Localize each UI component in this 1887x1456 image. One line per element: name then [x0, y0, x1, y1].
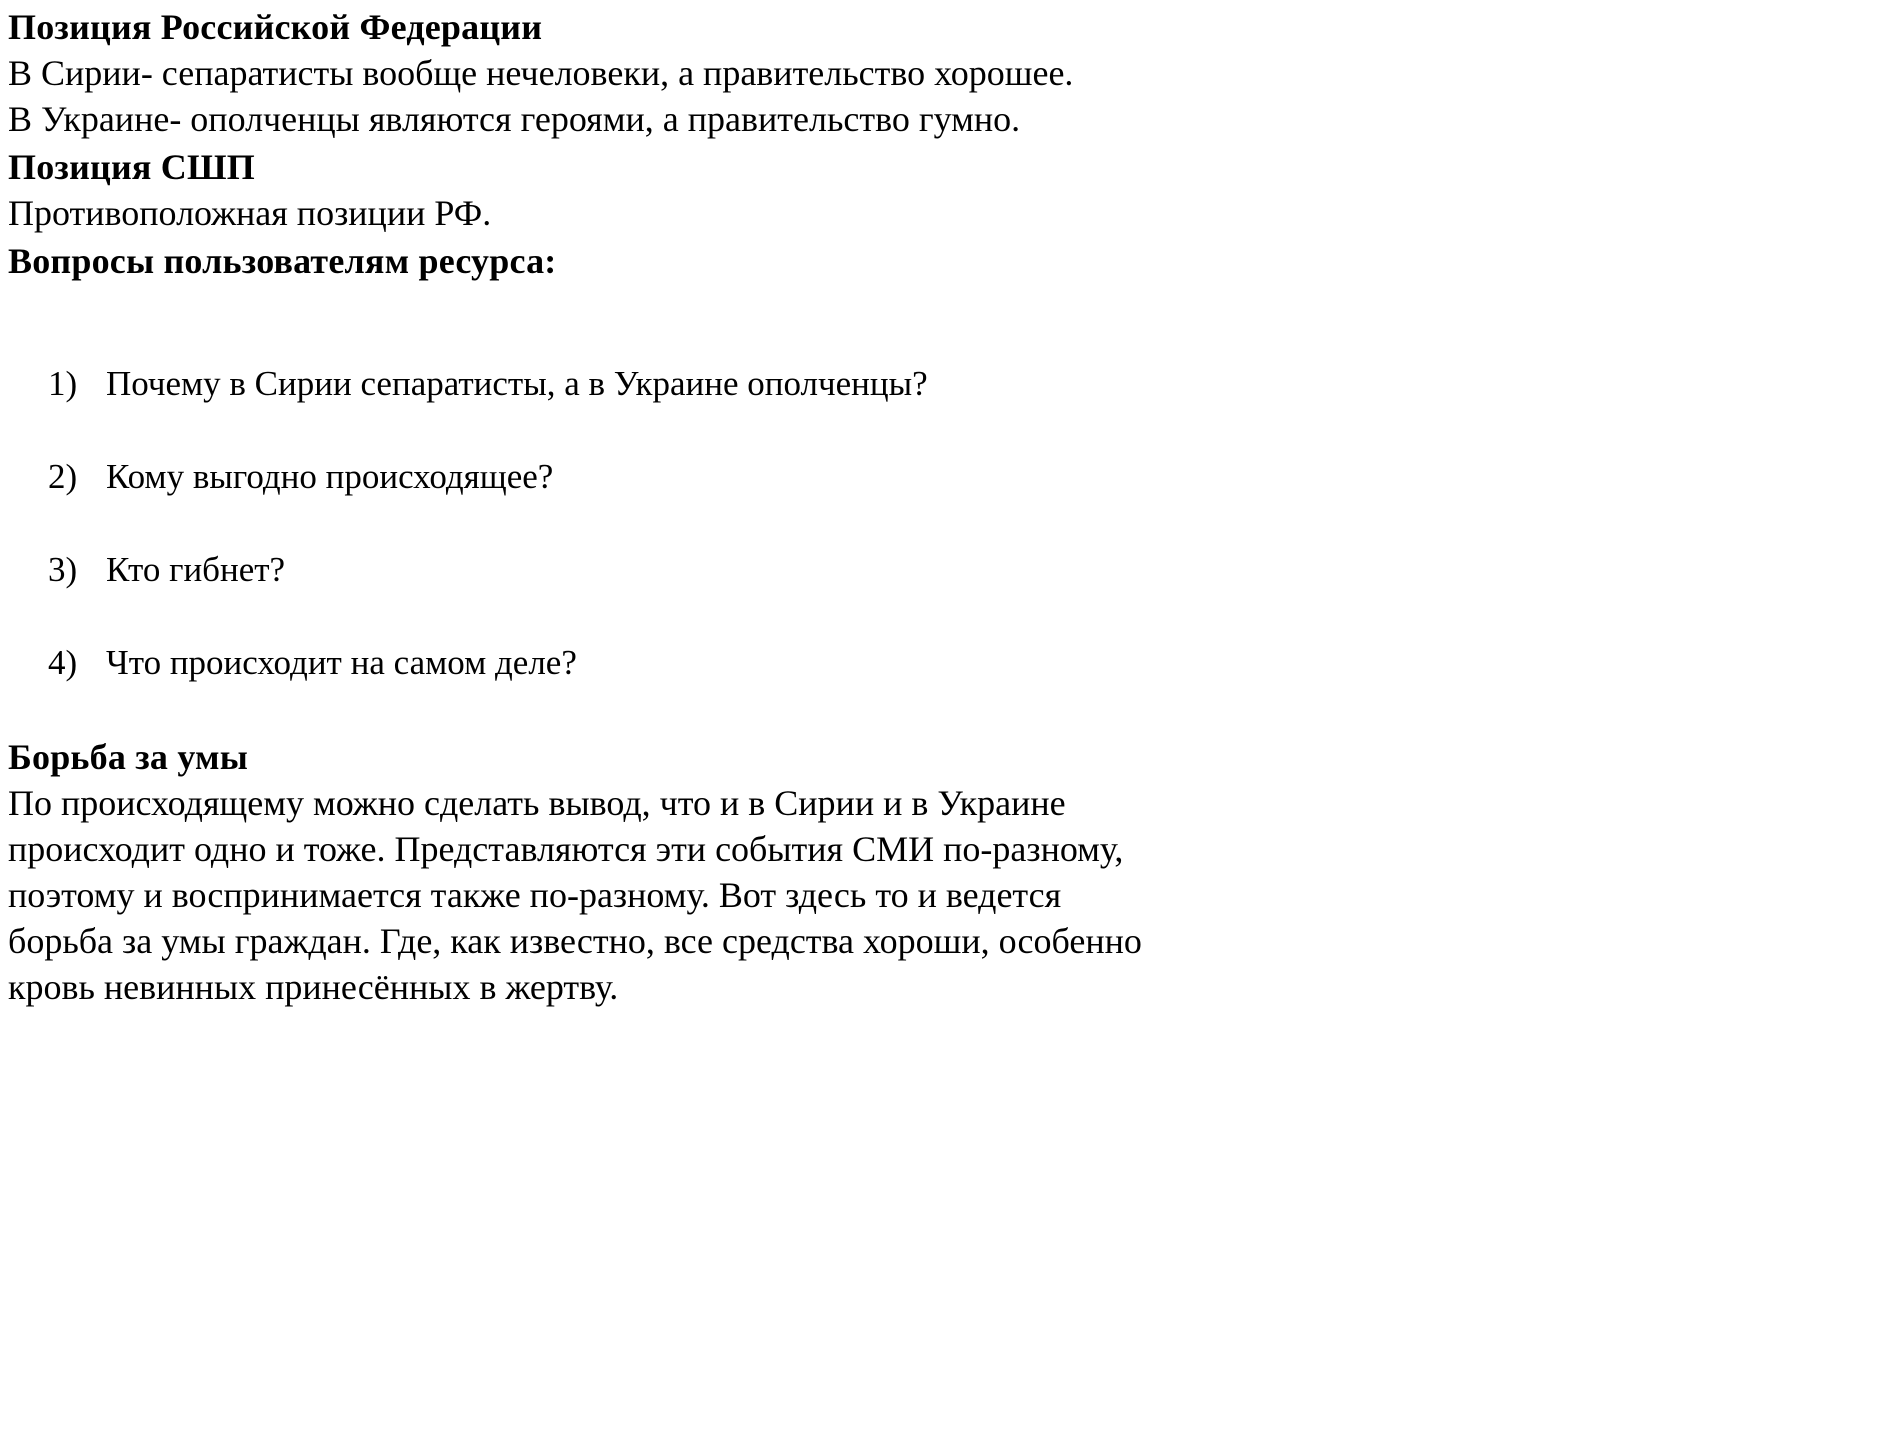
final-section-line-1: По происходящему можно сделать вывод, что и в Сирии и в Украине	[8, 782, 1066, 823]
list-item-text: Что происходит на самом деле?	[106, 642, 577, 682]
list-item-text: Кто гибнет?	[106, 550, 286, 590]
list-item-text: Почему в Сирии сепаратисты, а в Украине ополченцы?	[106, 364, 928, 404]
list-item-number: 3)	[48, 550, 78, 590]
final-section-line-5: кровь невинных принесённых в жертву.	[8, 967, 619, 1008]
list-item	[8, 362, 1879, 407]
list-item-number: 4)	[48, 642, 78, 682]
questions-heading: Вопросы пользователям ресурса:	[8, 241, 557, 282]
list-item-number: 1)	[48, 364, 78, 404]
section-paragraph-russia-1: В Сирии- сепаратисты вообще нечеловеки, а правительство хорошее.	[8, 53, 1074, 94]
section-paragraph-russia-2: В Украине- ополченцы являются героями, а правительство гумно.	[8, 99, 1021, 140]
list-item	[8, 455, 1879, 500]
final-section-line-3: поэтому и воспринимается также по-разному. Вот здесь то и ведется	[8, 874, 1062, 915]
list-item	[8, 641, 1879, 686]
questions-list	[8, 362, 1879, 685]
section-heading-russia: Позиция Российской Федерации	[8, 7, 543, 47]
section-heading-battle-for-minds: Борьба за умы	[8, 736, 249, 777]
section-heading-usa: Позиция СШП	[8, 147, 255, 188]
final-section-line-2: происходит одно и тоже. Представляются эти события СМИ по-разному,	[8, 828, 1124, 869]
list-item	[8, 548, 1879, 593]
final-section-line-4: борьба за умы граждан. Где, как известно, все средства хороши, особенно	[8, 920, 1142, 961]
list-item-text: Кому выгодно происходящее?	[106, 457, 554, 497]
list-item-number: 2)	[48, 457, 78, 497]
section-paragraph-usa-1: Противоположная позиции РФ.	[8, 193, 492, 234]
final-section-body	[8, 780, 1879, 1010]
